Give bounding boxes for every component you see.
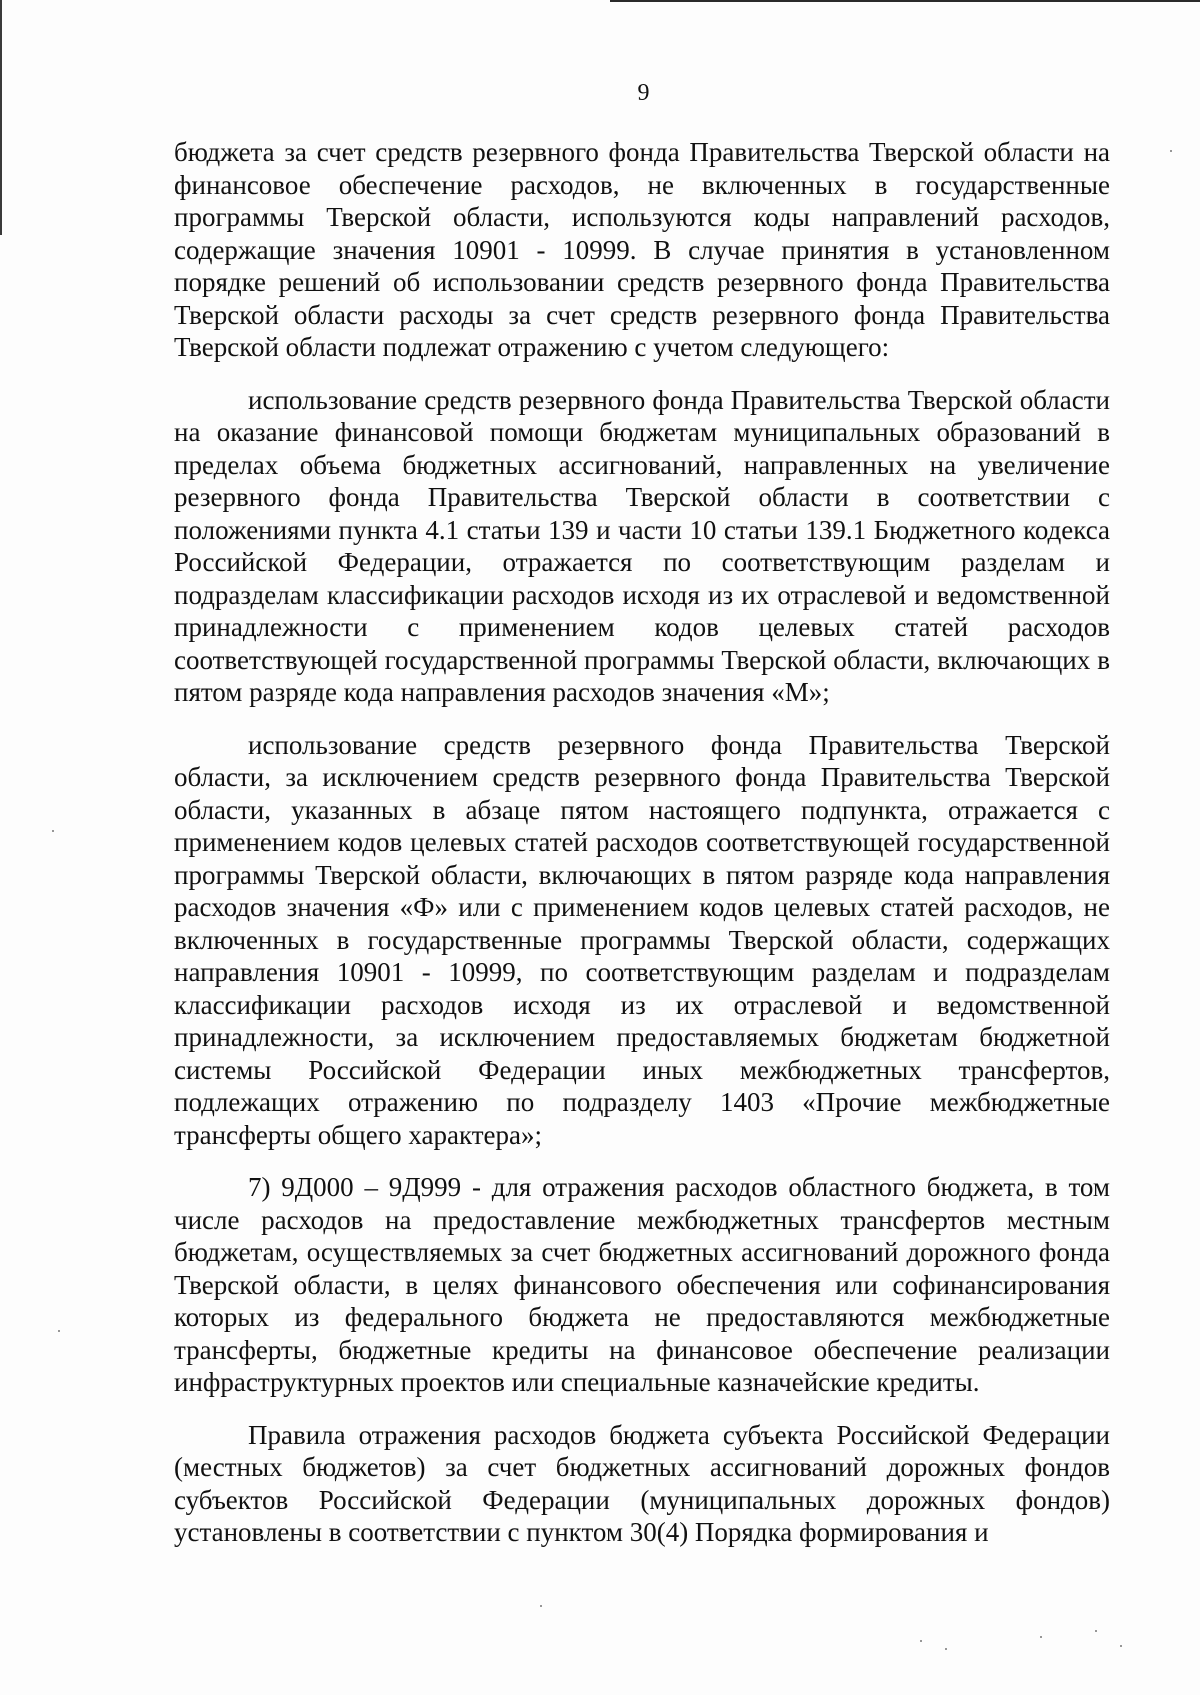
scan-speck (920, 1640, 922, 1642)
scan-speck (1040, 1636, 1042, 1638)
scan-speck (58, 1330, 60, 1332)
scan-speck (1095, 1630, 1097, 1632)
scan-speck (1170, 150, 1172, 152)
scan-edge-top (610, 0, 1200, 2)
paragraph-2: использование средств резервного фонда Правительства Тверской области на оказание финансовой помощи бюджетам муниципальных образований в пределах объема бюджетных ассигнований, направленных на увеличение резервного фонда Правительства Тверской области в соответствии с положениями пункта 4.1 статьи 139 и части 10 статьи 139.1 Бюджетного кодекса Российской Федерации, отражается по соответствующим разделам и подразделам классификации расходов исходя из их отраслевой и ведомственной принадлежности с применением кодов целевых статей расходов соответствующей государственной программы Тверской области, включающих в пятом разряде кода направления расходов значения «М»; (174, 384, 1110, 707)
document-body (174, 136, 1110, 1569)
page-number: 9 (637, 80, 650, 106)
paragraph-5: Правила отражения расходов бюджета субъекта Российской Федерации (местных бюджетов) за счет бюджетных ассигнований дорожных фондов субъектов Российской Федерации (муниципальных дорожных фондов) установлены в соответствии с пунктом 30(4) Порядка формирования и (174, 1419, 1110, 1547)
paragraph-1: бюджета за счет средств резервного фонда Правительства Тверской области на финансовое обеспечение расходов, не включенных в государственные программы Тверской области, используются коды направлений расходов, содержащие значения 10901 - 10999. В случае принятия в установленном порядке решений об использовании средств резервного фонда Правительства Тверской области расходы за счет средств резервного фонда Правительства Тверской области подлежат отражению с учетом следующего: (174, 137, 1110, 362)
scan-speck (52, 830, 54, 832)
scan-speck (1120, 1645, 1122, 1647)
scan-speck (945, 1648, 947, 1650)
scan-edge-left (0, 0, 2, 235)
paragraph-3: использование средств резервного фонда Правительства Тверской области, за исключением средств резервного фонда Правительства Тверской области, указанных в абзаце пятом настоящего подпункта, отражается с применением кодов целевых статей расходов соответствующей государственной программы Тверской области, включающих в пятом разряде кода направления расходов значения «Ф» или с применением кодов целевых статей расходов, не включенных в государственные программы Тверской области, содержащих направления 10901 - 10999, по соответствующим разделам и подразделам классификации расходов исходя из их отраслевой и ведомственной принадлежности, за исключением предоставляемых бюджетам бюджетной системы Российской Федерации иных межбюджетных трансфертов, подлежащих отражению по подразделу 1403 «Прочие межбюджетные трансферты общего характера»; (174, 729, 1110, 1150)
paragraph-4: 7) 9Д000 – 9Д999 - для отражения расходов областного бюджета, в том числе расходов на предоставление межбюджетных трансфертов местным бюджетам, осуществляемых за счет бюджетных ассигнований дорожного фонда Тверской области, в целях финансового обеспечения или софинансирования которых из федерального бюджета не предоставляются межбюджетные трансферты, бюджетные кредиты на финансовое обеспечение реализации инфраструктурных проектов или специальные казначейские кредиты. (174, 1172, 1110, 1397)
scan-speck (540, 1605, 542, 1607)
